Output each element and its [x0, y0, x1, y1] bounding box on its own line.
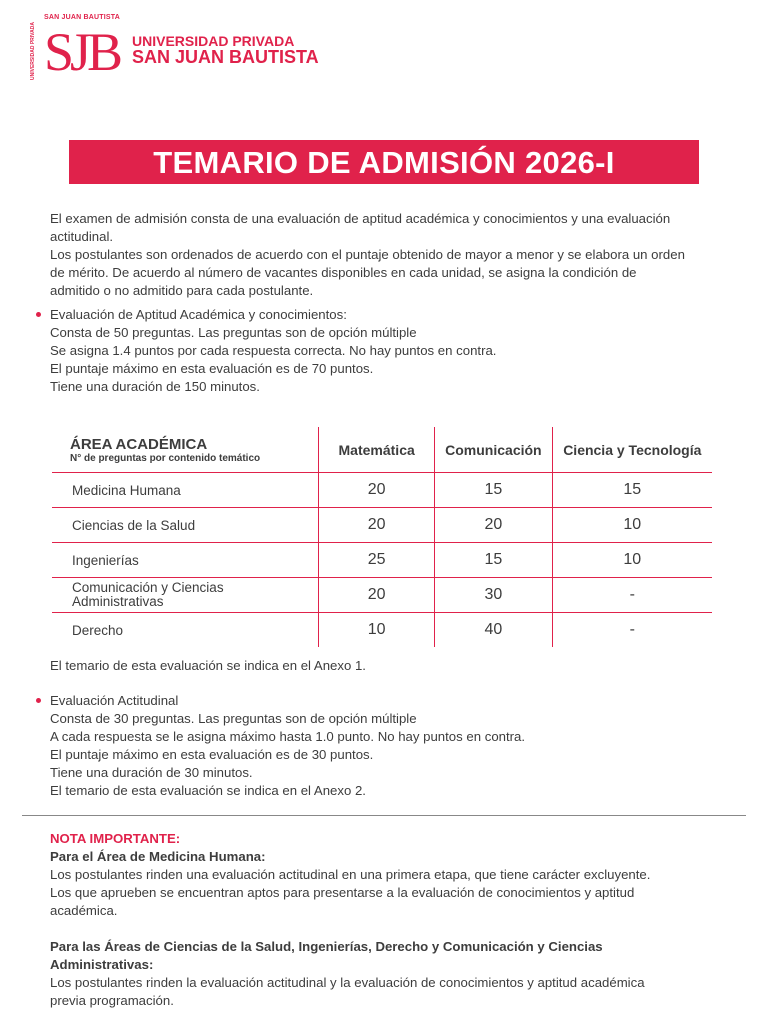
- intro-line: de mérito. De acuerdo al número de vacantes disponibles en cada unidad, se asigna la condición de: [50, 265, 637, 280]
- table-header-row: [52, 427, 712, 473]
- matematica-value: 20: [319, 473, 435, 508]
- matematica-value: 20: [319, 578, 435, 613]
- note-line: previa programación.: [50, 993, 174, 1008]
- section-title: Evaluación de Aptitud Académica y conocimientos:: [50, 307, 347, 322]
- table-row: [52, 508, 712, 543]
- col-header-ciencia: Ciencia y Tecnología: [552, 427, 712, 473]
- ciencia-value: 15: [552, 473, 712, 508]
- col-header-matematica: Matemática: [319, 427, 435, 473]
- ciencia-value: -: [552, 578, 712, 613]
- area-name: Medicina Humana: [52, 473, 319, 508]
- area-name-continued: Administrativas: [72, 594, 164, 609]
- university-name-line2: SAN JUAN BAUTISTA: [132, 47, 319, 67]
- section-line: Consta de 30 preguntas. Las preguntas son de opción múltiple: [50, 711, 417, 726]
- logo-mark: SJB: [44, 22, 120, 82]
- section-line: Consta de 50 preguntas. Las preguntas son de opción múltiple: [50, 325, 417, 340]
- section-line: Se asigna 1.4 puntos por cada respuesta correcta. No hay puntos en contra.: [50, 343, 497, 358]
- intro-paragraph: [50, 210, 685, 300]
- section-title: Evaluación Actitudinal: [50, 693, 179, 708]
- ciencia-value: -: [552, 613, 712, 648]
- col-header-comunicacion: Comunicación: [435, 427, 552, 473]
- area-subheader: N° de preguntas por contenido temático: [70, 452, 261, 464]
- area-name: Comunicación y Ciencias: [72, 580, 224, 595]
- matematica-value: 10: [319, 613, 435, 648]
- logo-small-text: SAN JUAN BAUTISTA: [44, 14, 120, 21]
- area-name: Ingenierías: [52, 543, 319, 578]
- section-line: Tiene una duración de 30 minutos.: [50, 765, 253, 780]
- note-subheading-continued: Administrativas:: [50, 957, 154, 972]
- section-line: Tiene una duración de 150 minutos.: [50, 379, 260, 394]
- important-note: [50, 830, 650, 1010]
- area-name: Derecho: [52, 613, 319, 648]
- bullet-dot-icon: [36, 312, 41, 317]
- intro-line: El examen de admisión consta de una evaluación de aptitud académica y conocimientos y una evaluación: [50, 211, 671, 226]
- section-line: El puntaje máximo en esta evaluación es de 70 puntos.: [50, 361, 374, 376]
- divider: [22, 815, 746, 816]
- annex1-note: El temario de esta evaluación se indica en el Anexo 1.: [50, 658, 366, 673]
- area-name: Ciencias de la Salud: [52, 508, 319, 543]
- note-heading: NOTA IMPORTANTE:: [50, 831, 181, 846]
- university-name-line1: UNIVERSIDAD PRIVADA: [132, 33, 295, 49]
- note-subheading: Para el Área de Medicina Humana:: [50, 849, 266, 864]
- table-row: [52, 613, 712, 648]
- table-row: [52, 578, 712, 613]
- section-actitudinal: [50, 692, 525, 800]
- note-line: Los postulantes rinden una evaluación actitudinal en una primera etapa, que tiene carácter excluyente.: [50, 867, 651, 882]
- note-line: Los postulantes rinden la evaluación actitudinal y la evaluación de conocimientos y aptitud académica: [50, 975, 645, 990]
- table-row: [52, 473, 712, 508]
- area-header-cell: [52, 427, 319, 473]
- note-subheading: Para las Áreas de Ciencias de la Salud, Ingenierías, Derecho y Comunicación y Ciencias: [50, 939, 603, 954]
- ciencia-value: 10: [552, 543, 712, 578]
- comunicacion-value: 15: [435, 473, 552, 508]
- comunicacion-value: 30: [435, 578, 552, 613]
- table-row: [52, 543, 712, 578]
- section-line: El temario de esta evaluación se indica en el Anexo 2.: [50, 783, 366, 798]
- page-title: TEMARIO DE ADMISIÓN 2026-I: [69, 140, 699, 184]
- ciencia-value: 10: [552, 508, 712, 543]
- note-line: Los que aprueben se encuentran aptos para presentarse a la evaluación de conocimientos y aptitud: [50, 885, 635, 900]
- logo-vertical-text: UNIVERSIDAD PRIVADA: [30, 22, 36, 80]
- area-name-cell: [52, 578, 319, 613]
- intro-line: admitido o no admitido para cada postulante.: [50, 283, 314, 298]
- note-line: académica.: [50, 903, 118, 918]
- questions-table: [52, 427, 712, 647]
- matematica-value: 25: [319, 543, 435, 578]
- intro-line: Los postulantes son ordenados de acuerdo con el puntaje obtenido de mayor a menor y se elabora un orden: [50, 247, 685, 262]
- comunicacion-value: 40: [435, 613, 552, 648]
- comunicacion-value: 15: [435, 543, 552, 578]
- section-line: El puntaje máximo en esta evaluación es de 30 puntos.: [50, 747, 374, 762]
- section-aptitud: [50, 306, 496, 396]
- bullet-dot-icon: [36, 698, 41, 703]
- area-header: ÁREA ACADÉMICA: [70, 435, 208, 453]
- comunicacion-value: 20: [435, 508, 552, 543]
- intro-line: actitudinal.: [50, 229, 114, 244]
- section-line: A cada respuesta se le asigna máximo hasta 1.0 punto. No hay puntos en contra.: [50, 729, 526, 744]
- matematica-value: 20: [319, 508, 435, 543]
